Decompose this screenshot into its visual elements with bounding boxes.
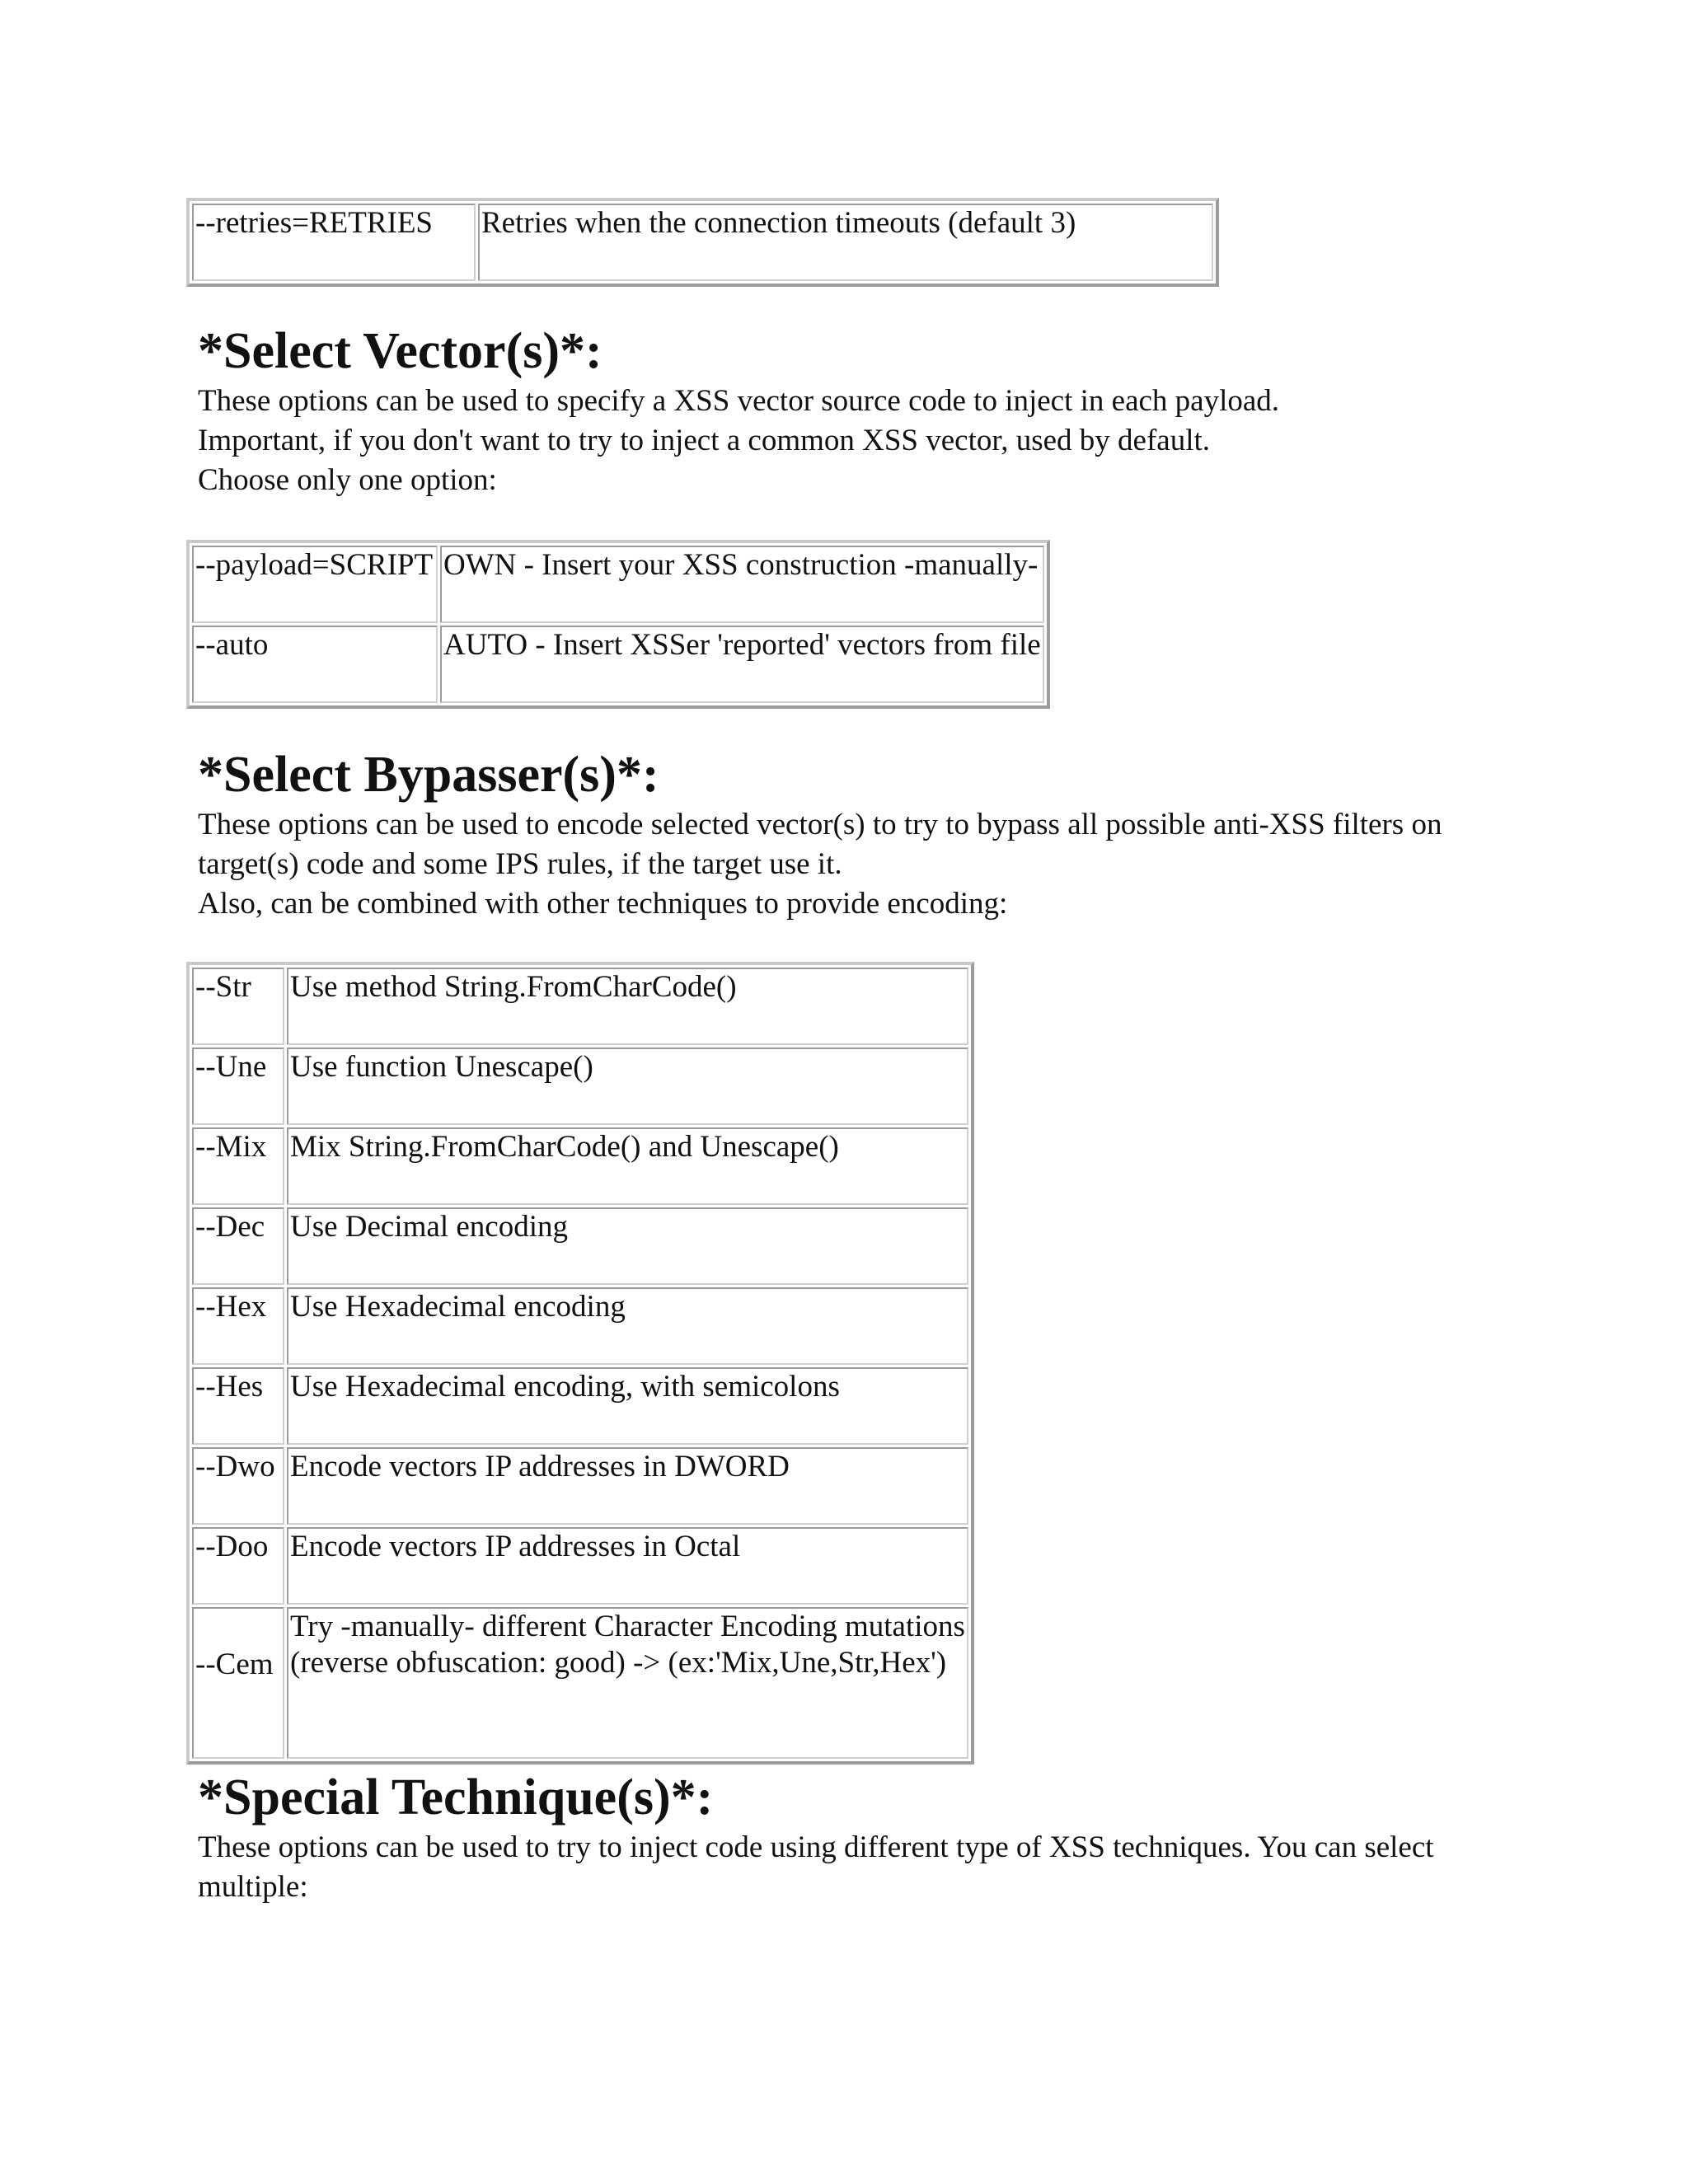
table-row <box>192 546 1044 623</box>
option-cell: --Dwo <box>192 1447 284 1525</box>
description-line: Try -manually- different Character Encoding mutations <box>290 1610 965 1643</box>
table-row <box>192 626 1044 703</box>
vectors-description <box>198 382 1484 500</box>
option-cell: --Hex <box>192 1287 284 1365</box>
table-row <box>192 204 1213 281</box>
table-row <box>192 1447 968 1525</box>
description-cell <box>287 1607 968 1759</box>
text-line: These options can be used to specify a XSS vector source code to inject in each payload. <box>198 384 1280 418</box>
bypassers-table <box>186 962 974 1765</box>
text-line: Also, can be combined with other techniques to provide encoding: <box>198 887 1008 921</box>
option-cell: --Doo <box>192 1527 284 1605</box>
description-cell: Use function Unescape() <box>287 1047 968 1125</box>
option-cell: --retries=RETRIES <box>192 204 476 281</box>
description-cell: Use Hexadecimal encoding, with semicolons <box>287 1367 968 1445</box>
option-cell: --payload=SCRIPT <box>192 546 438 623</box>
option-cell: --Cem <box>192 1607 284 1759</box>
description-cell: AUTO - Insert XSSer 'reported' vectors from file <box>440 626 1044 703</box>
section-heading-bypassers: *Select Bypasser(s)*: <box>198 747 659 803</box>
text-line: These options can be used to try to inject code using different type of XSS techniques. You can select <box>198 1830 1434 1864</box>
table-row <box>192 1607 968 1759</box>
retries-table <box>186 198 1219 287</box>
text-line: multiple: <box>198 1870 308 1904</box>
description-line: (reverse obfuscation: good) -> (ex:'Mix,Une,Str,Hex') <box>290 1646 947 1680</box>
table-row <box>192 1127 968 1205</box>
description-cell: Use method String.FromCharCode() <box>287 968 968 1045</box>
option-cell: --Dec <box>192 1207 284 1285</box>
description-cell: Use Decimal encoding <box>287 1207 968 1285</box>
description-cell: Use Hexadecimal encoding <box>287 1287 968 1365</box>
table-row <box>192 1047 968 1125</box>
section-heading-vectors: *Select Vector(s)*: <box>198 323 603 379</box>
table-row <box>192 1287 968 1365</box>
text-line: Choose only one option: <box>198 463 497 497</box>
option-cell: --auto <box>192 626 438 703</box>
option-cell: --Str <box>192 968 284 1045</box>
description-cell: Retries when the connection timeouts (default 3) <box>478 204 1213 281</box>
option-cell: --Une <box>192 1047 284 1125</box>
table-row <box>192 1207 968 1285</box>
special-techniques-description <box>198 1828 1484 1907</box>
table-row <box>192 968 968 1045</box>
vectors-table <box>186 540 1050 709</box>
table-row <box>192 1367 968 1445</box>
description-cell: Encode vectors IP addresses in Octal <box>287 1527 968 1605</box>
text-line: These options can be used to encode selected vector(s) to try to bypass all possible anti-XSS filters on <box>198 808 1442 841</box>
section-heading-special-techniques: *Special Technique(s)*: <box>198 1769 714 1825</box>
bypassers-description <box>198 805 1484 924</box>
description-cell: Mix String.FromCharCode() and Unescape() <box>287 1127 968 1205</box>
text-line: Important, if you don't want to try to inject a common XSS vector, used by default. <box>198 424 1211 457</box>
option-cell: --Hes <box>192 1367 284 1445</box>
text-line: target(s) code and some IPS rules, if the target use it. <box>198 847 842 881</box>
table-row <box>192 1527 968 1605</box>
description-cell: OWN - Insert your XSS construction -manually- <box>440 546 1044 623</box>
description-cell: Encode vectors IP addresses in DWORD <box>287 1447 968 1525</box>
option-cell: --Mix <box>192 1127 284 1205</box>
